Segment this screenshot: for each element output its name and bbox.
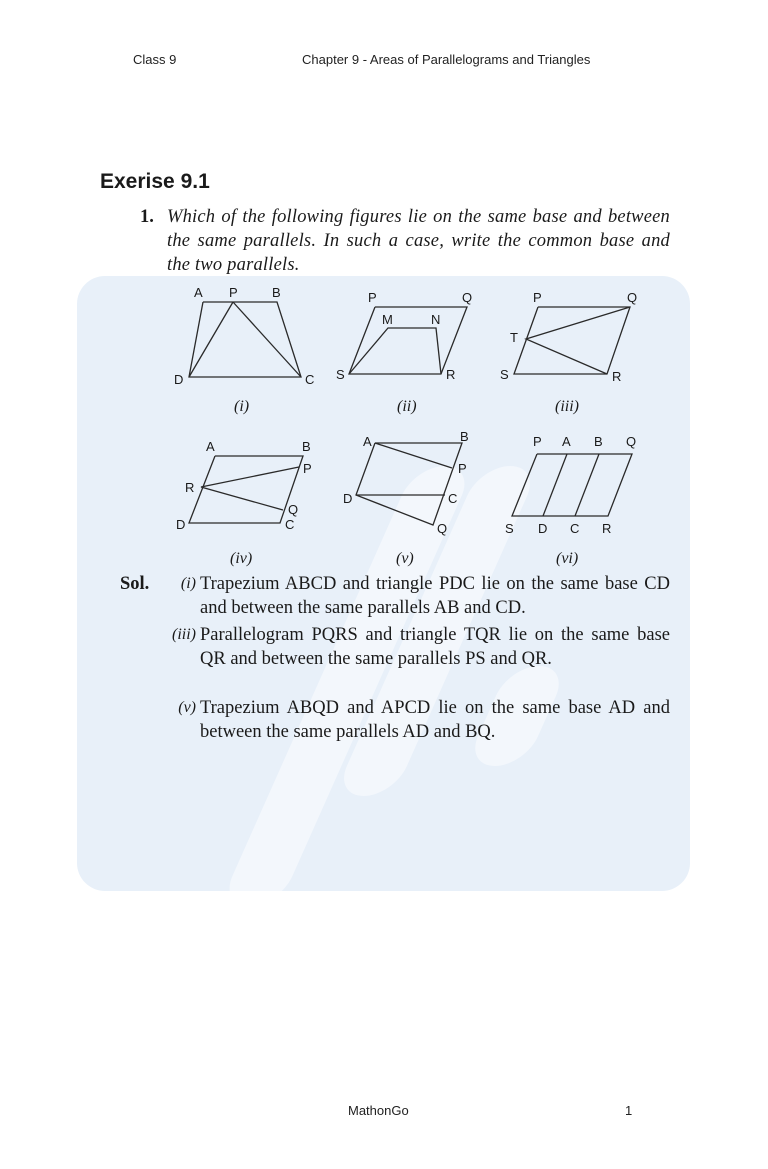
svg-text:M: M — [382, 312, 393, 327]
figure-i — [174, 285, 314, 415]
svg-text:Q: Q — [288, 502, 299, 517]
svg-text:S: S — [505, 521, 514, 536]
svg-text:R: R — [185, 480, 195, 495]
solution-text: Trapezium ABCD and triangle PDC lie on the same base CD and between the same parallels AB and CD. — [200, 574, 670, 618]
svg-text:T: T — [510, 330, 518, 345]
solution-item-v — [160, 696, 670, 744]
figure-iii — [500, 290, 637, 415]
svg-text:S: S — [500, 367, 509, 382]
solution-label: Sol. — [120, 574, 150, 594]
svg-text:P: P — [303, 461, 312, 476]
svg-text:B: B — [302, 439, 311, 454]
svg-text:C: C — [448, 491, 458, 506]
svg-text:A: A — [562, 434, 571, 449]
svg-text:A: A — [206, 439, 215, 454]
solution-text: Parallelogram PQRS and triangle TQR lie on the same base QR and between the same parallels PS and QR. — [200, 625, 670, 669]
svg-text:D: D — [174, 372, 184, 387]
svg-text:(vi): (vi) — [556, 550, 579, 567]
svg-text:R: R — [612, 369, 622, 384]
svg-text:P: P — [533, 290, 542, 305]
svg-text:A: A — [194, 285, 203, 300]
svg-text:C: C — [570, 521, 580, 536]
svg-text:(iv): (iv) — [230, 550, 253, 567]
svg-text:(v): (v) — [396, 550, 414, 567]
solution-item-iii — [160, 623, 670, 671]
class-label: Class 9 — [133, 52, 177, 67]
svg-text:P: P — [533, 434, 542, 449]
figure-vi — [505, 434, 636, 567]
solution-roman: (v) — [178, 699, 196, 716]
svg-text:S: S — [336, 367, 345, 382]
solution-text: Trapezium ABQD and APCD lie on the same base AD and between the same parallels AD and BQ. — [200, 698, 670, 742]
svg-text:P: P — [229, 285, 238, 300]
svg-text:D: D — [176, 517, 186, 532]
solution-item-i — [160, 572, 670, 620]
figure-ii — [336, 290, 472, 415]
question-number: 1. — [140, 207, 154, 227]
svg-text:Q: Q — [437, 521, 448, 536]
page-number: 1 — [625, 1103, 633, 1118]
svg-text:P: P — [368, 290, 377, 305]
svg-text:B: B — [460, 429, 469, 444]
svg-text:R: R — [602, 521, 612, 536]
question-text: Which of the following figures lie on the same base and between the same parallels. In such a case, write the common base and the two parallels. — [167, 207, 670, 275]
svg-text:B: B — [594, 434, 603, 449]
figure-iv — [176, 439, 312, 567]
svg-text:C: C — [285, 517, 295, 532]
svg-text:Q: Q — [462, 290, 473, 305]
solution-roman: (iii) — [172, 626, 196, 643]
svg-text:D: D — [343, 491, 353, 506]
svg-text:N: N — [431, 312, 441, 327]
svg-text:(iii): (iii) — [555, 398, 579, 415]
svg-text:Q: Q — [627, 290, 638, 305]
chapter-title: Chapter 9 - Areas of Parallelograms and Triangles — [302, 52, 591, 67]
solution-roman: (i) — [180, 575, 196, 592]
svg-text:R: R — [446, 367, 456, 382]
svg-text:(i): (i) — [234, 398, 250, 415]
svg-text:A: A — [363, 434, 372, 449]
figure-v — [343, 429, 469, 567]
svg-text:D: D — [538, 521, 548, 536]
footer-brand: MathonGo — [348, 1103, 409, 1118]
svg-text:C: C — [305, 372, 315, 387]
svg-text:Q: Q — [626, 434, 637, 449]
svg-text:P: P — [458, 461, 467, 476]
svg-text:(ii): (ii) — [397, 398, 417, 415]
svg-text:B: B — [272, 285, 281, 300]
exercise-title: Exerise 9.1 — [100, 170, 210, 193]
